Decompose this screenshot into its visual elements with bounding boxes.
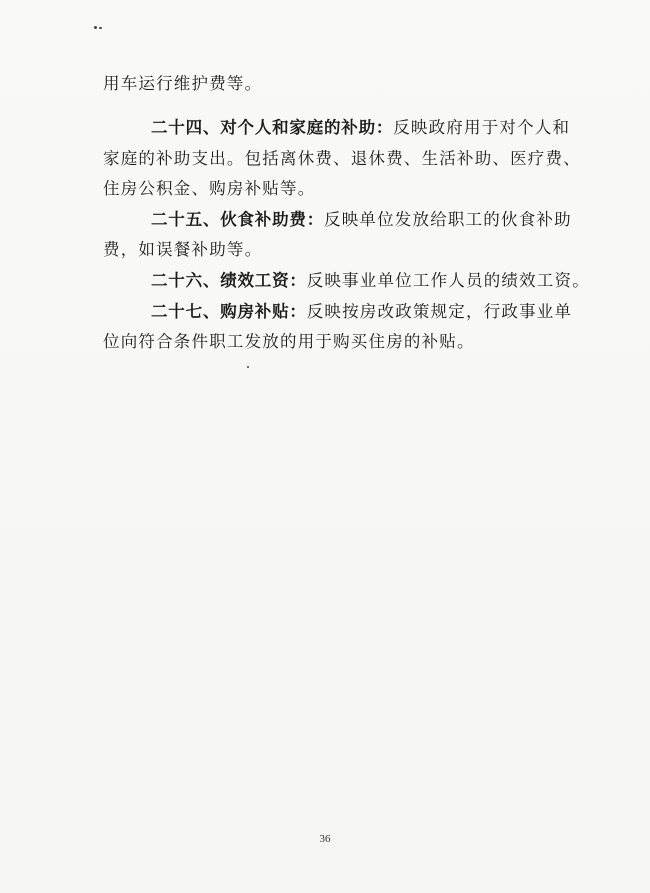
paragraph-line (103, 149, 581, 169)
paragraph-item-27 (151, 302, 572, 322)
item-text: 反映政府用于对个人和 (393, 118, 571, 137)
scan-speck (94, 26, 97, 29)
paragraph-line (103, 74, 262, 94)
item-heading: 二十五、伙食补助费： (151, 210, 324, 229)
line-text: 费，如误餐补助等。 (103, 240, 263, 259)
line-text: 位向符合条件职工发放的用于购买住房的补贴。 (103, 332, 475, 351)
line-text: 家庭的补助支出。包括离休费、退休费、生活补助、医疗费、 (103, 149, 581, 168)
paragraph-line (103, 240, 262, 260)
item-text: 反映单位发放给职工的伙食补助 (324, 210, 572, 229)
item-text: 反映事业单位工作人员的绩效工资。 (306, 271, 590, 290)
line-text: 住房公积金、购房补贴等。 (103, 179, 316, 198)
item-heading: 二十四、对个人和家庭的补助： (151, 118, 394, 137)
paragraph-line (103, 332, 475, 352)
paragraph-item-26 (151, 271, 590, 291)
line-text: 用车运行维护费等。 (103, 74, 263, 93)
item-heading: 二十六、绩效工资： (151, 271, 307, 290)
paragraph-line (103, 179, 315, 199)
paragraph-item-24 (151, 118, 570, 138)
paragraph-item-25 (151, 210, 572, 230)
page-number: 36 (319, 833, 331, 845)
scan-speck (99, 27, 102, 29)
item-heading: 二十七、购房补贴： (151, 302, 307, 321)
scan-speck (247, 366, 249, 368)
item-text: 反映按房改政策规定，行政事业单 (306, 302, 573, 321)
